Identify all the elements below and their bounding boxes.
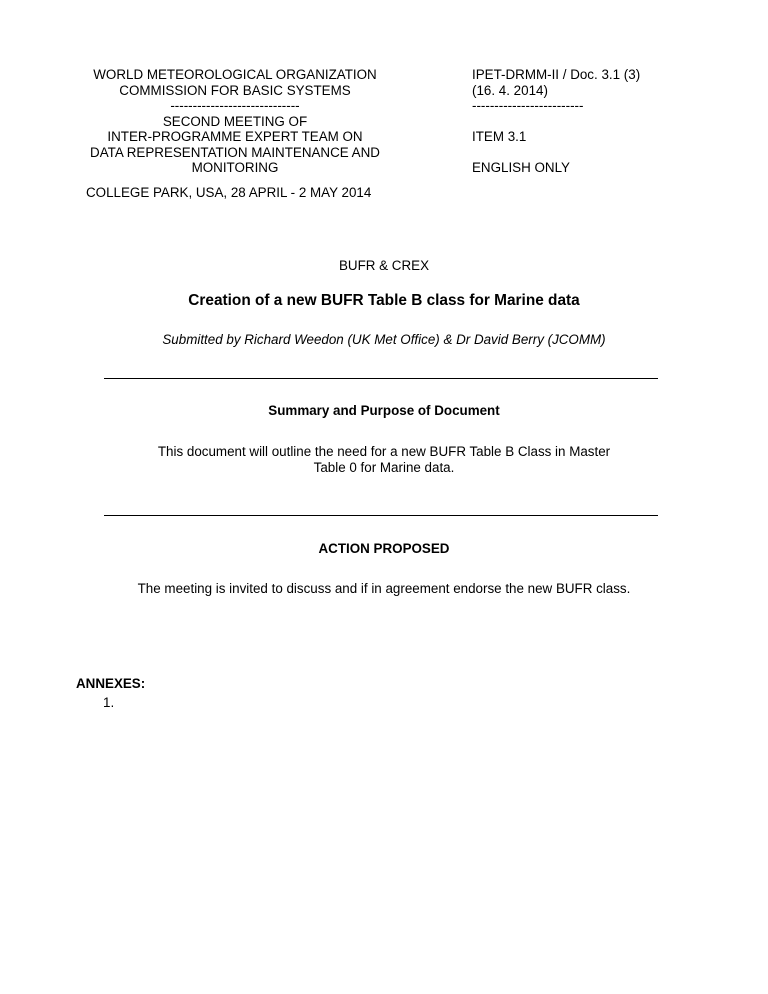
meeting-line-2: INTER-PROGRAMME EXPERT TEAM ON <box>107 129 363 144</box>
summary-text <box>0 444 768 475</box>
spacer <box>472 114 692 130</box>
document-subject: BUFR & CREX <box>338 258 430 273</box>
summary-heading: Summary and Purpose of Document <box>268 403 500 418</box>
meeting-line-4: MONITORING <box>191 160 279 175</box>
commission-name: COMMISSION FOR BASIC SYSTEMS <box>119 82 351 98</box>
action-heading: ACTION PROPOSED <box>318 541 450 556</box>
summary-line-1: This document will outline the need for a new BUFR Table B Class in Master <box>157 444 611 459</box>
meeting-line-1: SECOND MEETING OF <box>162 113 308 129</box>
action-text: The meeting is invited to discuss and if in agreement endorse the new BUFR class. <box>137 581 631 596</box>
summary-line-2: Table 0 for Marine data. <box>313 459 455 475</box>
document-reference: IPET-DRMM-II / Doc. 3.1 (3) <box>472 67 641 82</box>
document-title: Creation of a new BUFR Table B class for Marine data <box>188 292 580 309</box>
language-note: ENGLISH ONLY <box>472 160 570 175</box>
organization-header <box>78 67 392 176</box>
horizontal-rule <box>104 378 658 379</box>
submitted-by: Submitted by Richard Weedon (UK Met Office) & Dr David Berry (JCOMM) <box>162 332 606 347</box>
agenda-item: ITEM 3.1 <box>472 129 527 144</box>
meeting-venue: COLLEGE PARK, USA, 28 APRIL - 2 MAY 2014 <box>86 185 372 200</box>
annexes-heading: ANNEXES: <box>76 676 146 691</box>
reference-separator: ------------------------- <box>472 98 584 113</box>
document-reference-block <box>472 67 692 176</box>
header-separator: ----------------------------- <box>170 98 300 113</box>
document-date: (16. 4. 2014) <box>472 82 548 98</box>
annex-item: 1. <box>103 695 115 710</box>
organization-name: WORLD METEOROLOGICAL ORGANIZATION <box>93 67 377 82</box>
horizontal-rule <box>104 515 658 516</box>
spacer <box>472 145 692 161</box>
meeting-line-3: DATA REPRESENTATION MAINTENANCE AND <box>90 144 380 160</box>
